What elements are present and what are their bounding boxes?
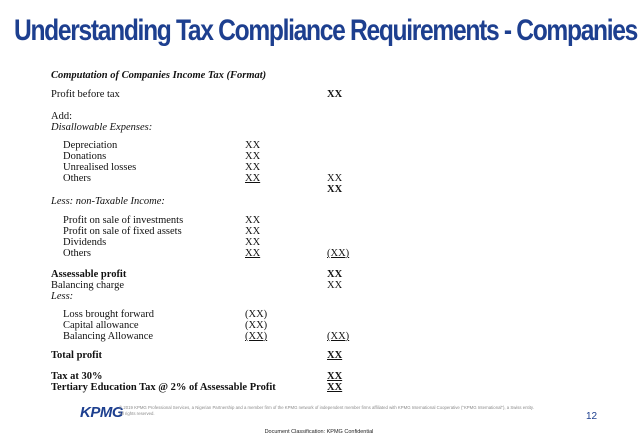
row-label: Dividends (63, 237, 107, 248)
row-label: Depreciation (63, 140, 118, 151)
row-label: Tax at 30% (51, 371, 103, 382)
row-value-col2: XX (327, 184, 343, 195)
row-total-profit (51, 350, 521, 362)
table-heading: Computation of Companies Income Tax (Format) (51, 70, 267, 81)
row-value-col1: (XX) (245, 320, 268, 331)
row-value-col1: XX (245, 140, 261, 151)
copyright-notice: © 2019 KPMG Professional Services, a Nigerian Partnership and a member firm of the KPMG network of independent member firms affiliated with KPMG International Cooperative ("KPMG International"), a Swiss entity. All rights reserved. (119, 405, 534, 416)
row-non-taxable-heading (51, 196, 521, 208)
row-label: Less: (51, 291, 74, 302)
row-value-col2: XX (327, 269, 343, 280)
row-label: Unrealised losses (63, 162, 137, 173)
kpmg-logo: KPMG (80, 404, 123, 421)
row-value-col1: (XX) (245, 309, 268, 320)
document-classification: Document Classification: KPMG Confidential (264, 429, 374, 435)
row-value-col2: XX (327, 382, 343, 393)
row-label: Tertiary Education Tax @ 2% of Assessable Profit (51, 382, 276, 393)
row-label: Balancing Allowance (63, 331, 154, 342)
row-label: Profit on sale of fixed assets (63, 226, 182, 237)
row-label: Assessable profit (51, 269, 127, 280)
row-label: Disallowable Expenses: (51, 122, 153, 133)
row-value-col1: XX (245, 151, 261, 162)
row-value-col1: XX (245, 226, 261, 237)
page-number: 12 (586, 411, 598, 422)
row-non-taxable-others (51, 248, 521, 260)
row-value-col2: (XX) (327, 248, 350, 259)
row-balancing-allowance (51, 331, 521, 343)
row-tertiary-education-tax (51, 382, 521, 394)
row-label: Others (63, 173, 91, 184)
row-label: Others (63, 248, 91, 259)
row-less (51, 291, 521, 303)
row-label: Capital allowance (63, 320, 139, 331)
row-value-col1: XX (245, 248, 261, 259)
row-label: Less: non-Taxable Income: (51, 196, 165, 207)
row-label: Loss brought forward (63, 309, 154, 320)
row-value-col2: XX (327, 371, 343, 382)
row-value-col2: (XX) (327, 331, 350, 342)
row-label: Donations (63, 151, 107, 162)
slide-title: Understanding Tax Compliance Requirements - Companies (14, 14, 638, 47)
row-disallowable-heading (51, 122, 521, 134)
row-profit-before-tax (51, 89, 521, 101)
row-label: Total profit (51, 350, 103, 361)
row-value-col1: XX (245, 237, 261, 248)
row-value-col1: (XX) (245, 331, 268, 342)
row-disallowable-total (51, 184, 521, 196)
row-value-col2: XX (327, 89, 343, 100)
row-value-col2: XX (327, 173, 343, 184)
row-value-col1: XX (245, 215, 261, 226)
row-value-col1: XX (245, 162, 261, 173)
row-value-col2: XX (327, 280, 343, 291)
row-value-col1: XX (245, 173, 261, 184)
row-label: Add: (51, 111, 72, 122)
row-label: Profit on sale of investments (63, 215, 184, 226)
row-value-col2: XX (327, 350, 343, 361)
row-label: Balancing charge (51, 280, 124, 291)
row-label: Profit before tax (51, 89, 120, 100)
